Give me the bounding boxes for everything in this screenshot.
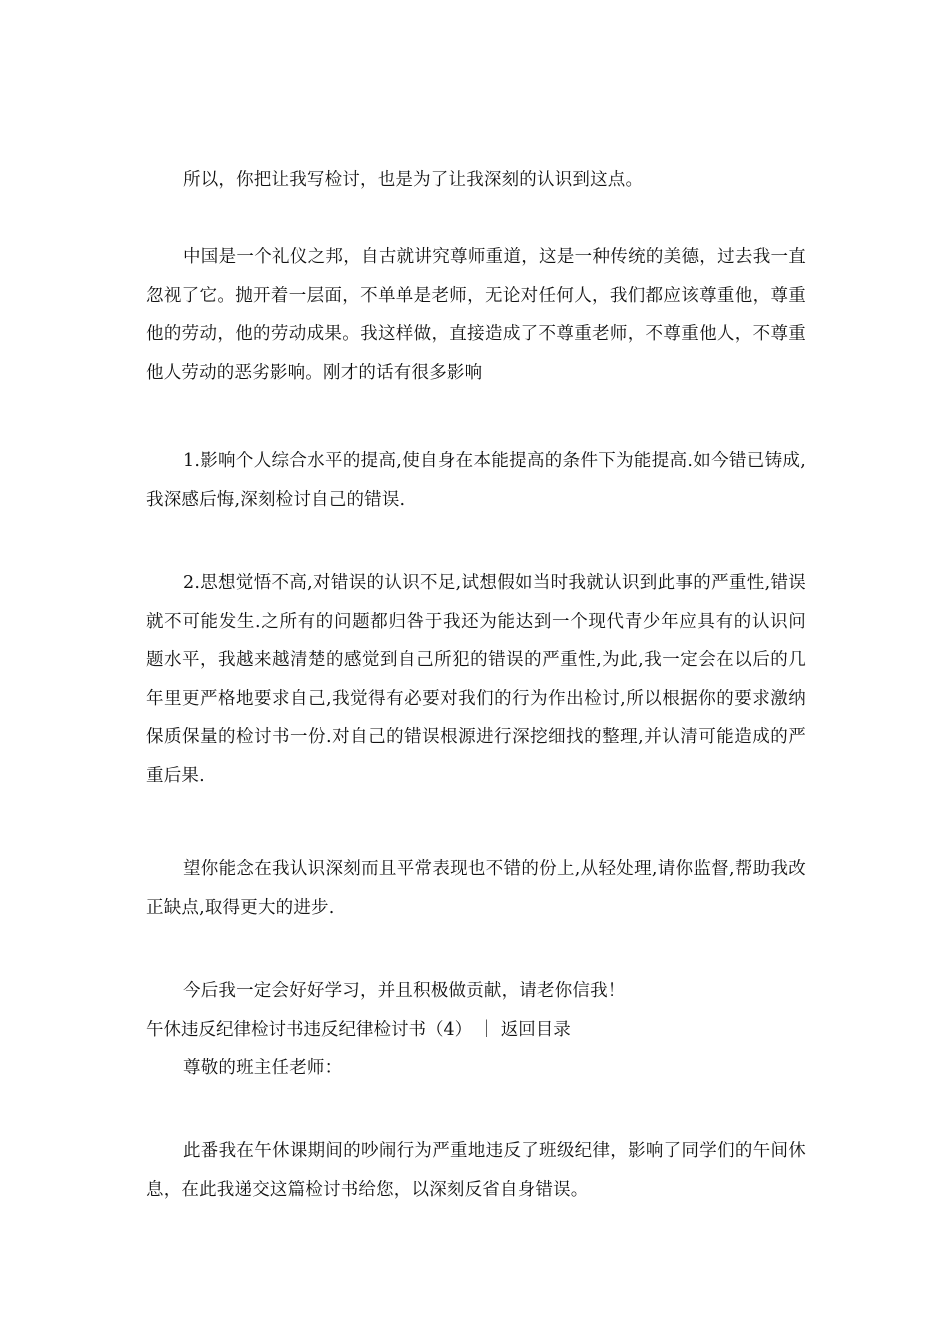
paragraph-4: 2.思想觉悟不高,对错误的认识不足,试想假如当时我就认识到此事的严重性,错误就不可能发生.之所有的问题都归咎于我还为能达到一个现代青少年应具有的认识问题水平，我越来越清楚的感觉到自己所犯的错误的严重性,为此,我一定会在以后的几年里更严格地要求自己,我觉得有必要对我们的行为作出检讨,所以根据你的要求激纳保质保量的检讨书一份.对自己的错误根源进行深挖细找的整理,并认清可能造成的严重后果. [146,573,806,786]
section-heading [146,1011,806,1049]
paragraph-5: 望你能念在我认识深刻而且平常表现也不错的份上,从轻处理,请你监督,帮助我改正缺点,取得更大的进步. [146,859,806,918]
paragraph-6: 今后我一定会好好学习，并且积极做贡献，请老你信我！ [183,981,626,1001]
section-title: 午休违反纪律检讨书违反纪律检讨书（4） [146,1020,473,1040]
paragraph-7: 尊敬的班主任老师： [183,1058,343,1078]
paragraph-8: 此番我在午休课期间的吵闹行为严重地违反了班级纪律，影响了同学们的午间休息，在此我递交这篇检讨书给您，以深刻反省自身错误。 [146,1141,806,1200]
paragraph-3: 1.影响个人综合水平的提高,使自身在本能提高的条件下为能提高.如今错已铸成,我深感后悔,深刻检讨自己的错误. [146,451,806,510]
back-to-contents-link[interactable]: 返回目录 [500,1020,571,1040]
paragraph-2: 中国是一个礼仪之邦，自古就讲究尊师重道，这是一种传统的美德，过去我一直忽视了它。抛开着一层面，不单单是老师，无论对任何人，我们都应该尊重他，尊重他的劳动，他的劳动成果。我这样做，直接造成了不尊重老师，不尊重他人，不尊重他人劳动的恶劣影响。刚才的话有很多影响 [146,247,806,383]
heading-separator: ｜ [477,1020,496,1040]
paragraph-1: 所以，你把让我写检讨，也是为了让我深刻的认识到这点。 [183,170,644,190]
